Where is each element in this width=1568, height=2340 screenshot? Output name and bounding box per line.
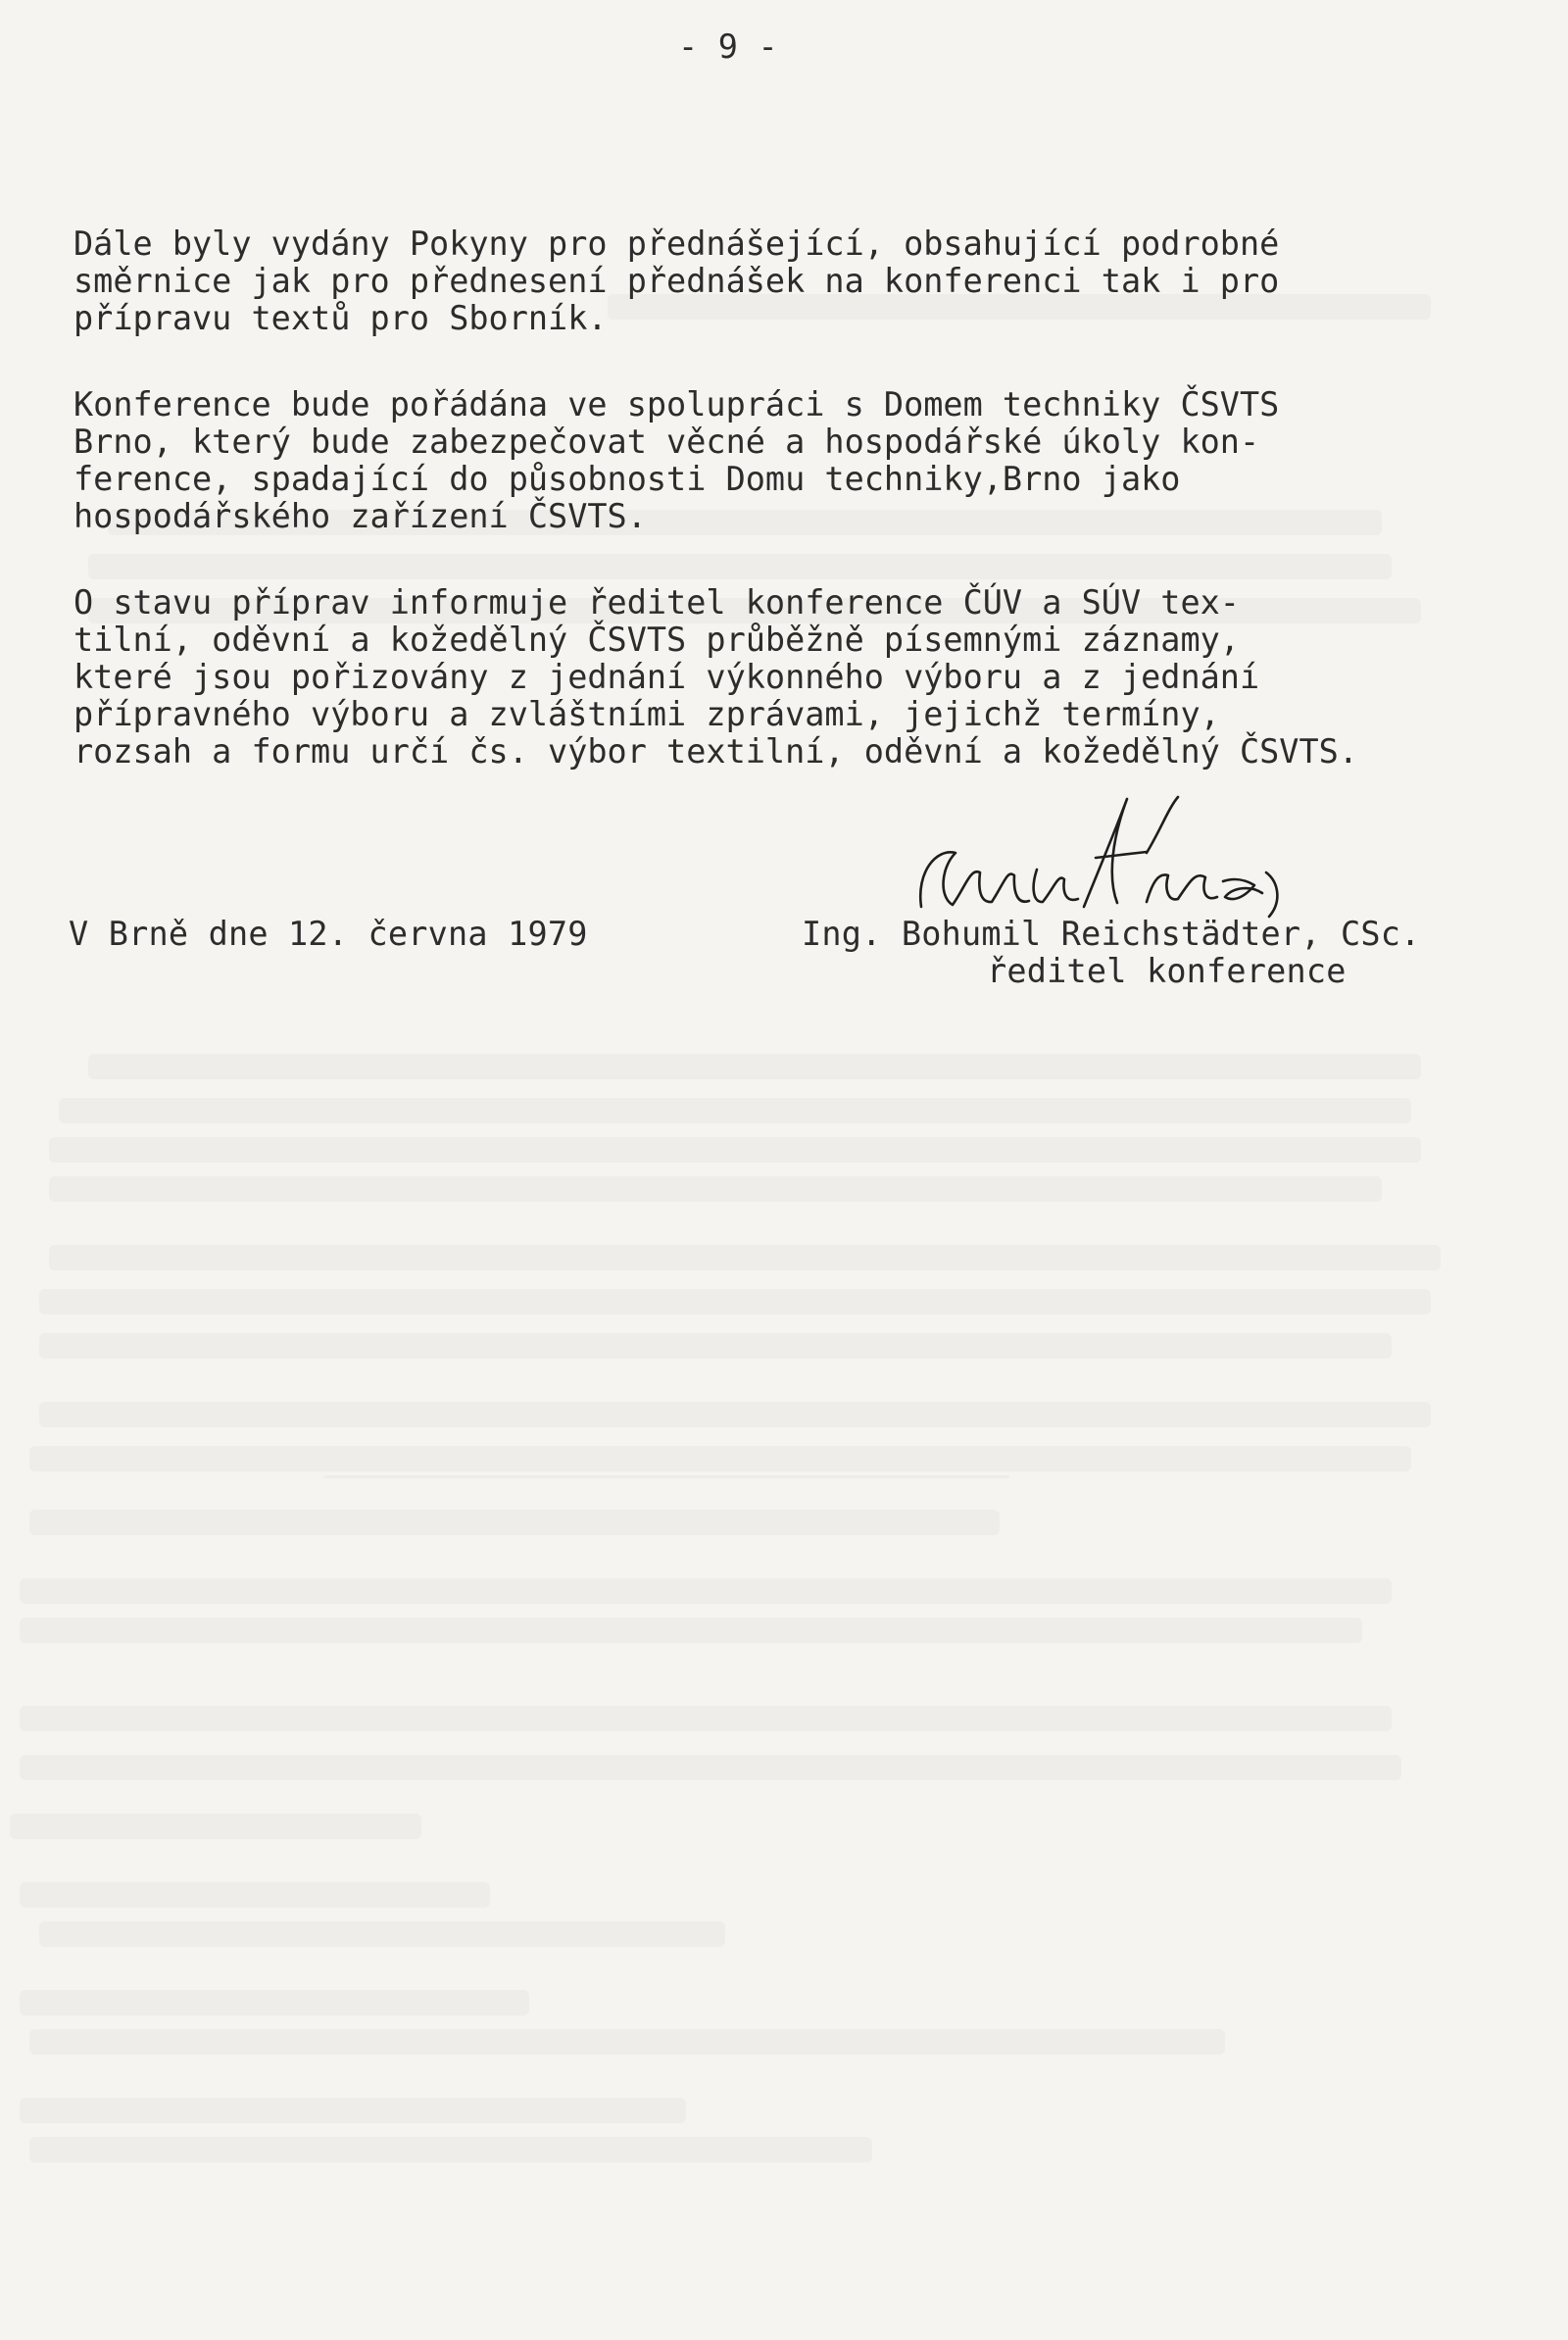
text-line: hospodářského zařízení ČSVTS. [74,497,647,535]
signatory-name: Ing. Bohumil Reichstädter, CSc. [802,915,1421,953]
text-line: Konference bude pořádána ve spolupráci s Domem techniky ČSVTS [74,385,1280,423]
signatory-title: ředitel konference [987,952,1347,990]
text-line: tilní, oděvní a kožedělný ČSVTS průběžně písemnými záznamy, [74,621,1240,659]
paragraph-status-reports [74,584,1504,771]
text-line: přípravného výboru a zvláštními zprávami, jejichž termíny, [74,695,1220,733]
text-line: ference, spadající do působnosti Domu techniky,Brno jako [74,460,1181,498]
text-line: Dále byly vydány Pokyny pro přednášející, obsahující podrobné [74,224,1280,263]
text-line: Brno, který bude zabezpečovat věcné a hospodářské úkoly kon- [74,423,1260,461]
text-line: rozsah a formu určí čs. výbor textilní, oděvní a kožedělný ČSVTS. [74,732,1358,771]
text-line: směrnice jak pro přednesení přednášek na konferenci tak i pro [74,262,1280,300]
page-number: - 9 - [678,27,778,66]
paragraph-organization [74,386,1504,535]
text-line: přípravu textů pro Sborník. [74,299,608,337]
handwritten-signature [911,779,1323,936]
place-date: V Brně dne 12. června 1979 [69,915,588,953]
text-line: O stavu příprav informuje ředitel konference ČÚV a SÚV tex- [74,583,1240,622]
text-line: které jsou pořizovány z jednání výkonného výboru a z jednání [74,658,1260,696]
paragraph-guidelines [74,225,1504,337]
